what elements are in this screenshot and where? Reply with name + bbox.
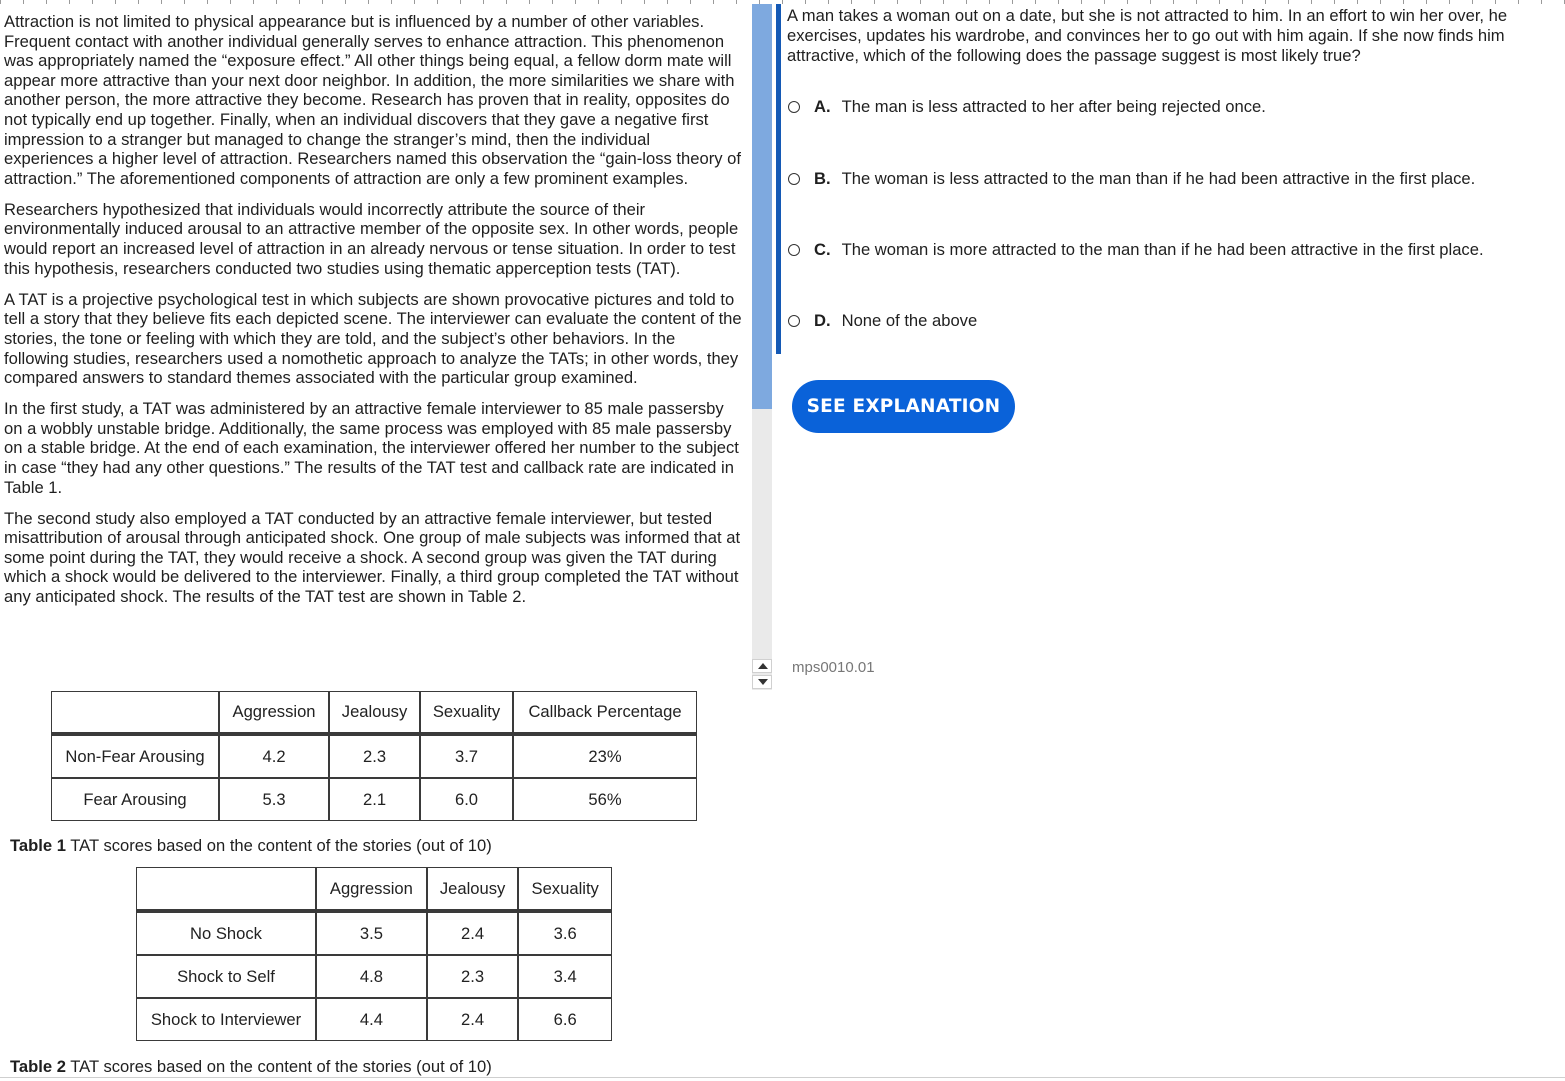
table-1-caption xyxy=(10,836,492,856)
table-cell: Shock to Interviewer xyxy=(136,998,316,1041)
choice-text: None of the above xyxy=(841,311,978,330)
table-cell: Fear Arousing xyxy=(51,778,219,821)
radio-icon[interactable] xyxy=(788,101,800,113)
table-header-cell: Sexuality xyxy=(420,691,513,733)
table-cell: 2.1 xyxy=(329,778,420,821)
table-cell: 3.5 xyxy=(316,910,427,955)
table-header-cell xyxy=(136,867,316,910)
choice-letter: B. xyxy=(814,169,831,188)
table-cell: 4.4 xyxy=(316,998,427,1041)
passage-paragraph: The second study also employed a TAT conducted by an attractive female interviewer, but tested misattribution of arousal through anticipated shock. One group of male subjects was informed that at some point during the TAT, they would receive a shock. A second group was given the TAT during which a shock would be delivered to the interviewer. Finally, a third group completed the TAT without any anticipated shock. The results of the TAT test are shown in Table 2. xyxy=(4,508,741,607)
table-2-caption xyxy=(10,1057,492,1077)
table-cell: 3.6 xyxy=(518,910,612,955)
table-cell: 2.3 xyxy=(329,733,420,778)
table-cell: 4.2 xyxy=(219,733,329,778)
passage-paragraph: In the first study, a TAT was administered by an attractive female interviewer to 85 male passersby on a wobbly unstable bridge. Additionally, the same process was employed with 85 male passersby on a stable bridge. At the end of each examination, the interviewer offered her number to the subject in case “they had any other questions.” The results of the TAT test and callback rate are indicated in Table 1. xyxy=(4,399,739,497)
table-cell: 5.3 xyxy=(219,778,329,821)
radio-icon[interactable] xyxy=(788,173,800,185)
table-cell: 2.4 xyxy=(427,910,519,955)
choice-letter: C. xyxy=(814,240,831,259)
radio-icon[interactable] xyxy=(788,315,800,327)
passage-scrollbar[interactable] xyxy=(752,4,772,690)
table-row xyxy=(136,998,612,1041)
choice-text: The man is less attracted to her after being rejected once. xyxy=(841,97,1266,116)
radio-icon[interactable] xyxy=(788,244,800,256)
table-header-cell: Callback Percentage xyxy=(513,691,697,733)
table-row xyxy=(136,955,612,998)
caption-text: TAT scores based on the content of the stories (out of 10) xyxy=(65,1057,492,1076)
choice-text: The woman is less attracted to the man than if he had been attractive in the first place. xyxy=(841,169,1476,188)
answer-choice-a[interactable] xyxy=(788,97,1266,117)
table-header-cell: Aggression xyxy=(316,867,427,910)
scroll-down-arrow-icon[interactable] xyxy=(752,675,772,689)
table-cell: 56% xyxy=(513,778,697,821)
see-explanation-button[interactable]: SEE EXPLANATION xyxy=(792,380,1015,433)
question-id: mps0010.01 xyxy=(792,659,875,676)
table-cell: 2.3 xyxy=(427,955,519,998)
table-cell: 23% xyxy=(513,733,697,778)
passage-paragraph: Researchers hypothesized that individuals would incorrectly attribute the source of their environmentally induced arousal to an attractive member of the opposite sex. In other words, people would report an increased level of attraction in an already nervous or tense situation. In order to test this hypothesis, researchers conducted two studies using thematic apperception tests (TAT). xyxy=(4,199,739,278)
answer-choice-b[interactable] xyxy=(788,169,1475,189)
table-cell: 6.6 xyxy=(518,998,612,1041)
table-header-cell xyxy=(51,691,219,733)
choice-letter: D. xyxy=(814,311,831,330)
answer-choice-d[interactable] xyxy=(788,311,977,331)
table-header-cell: Jealousy xyxy=(329,691,420,733)
table-header-row xyxy=(136,867,612,910)
table-header-row xyxy=(51,691,697,733)
table-cell: 3.4 xyxy=(518,955,612,998)
table-row xyxy=(136,910,612,955)
table-cell: 3.7 xyxy=(420,733,513,778)
table-1 xyxy=(51,691,697,821)
top-ruler xyxy=(0,0,1565,4)
choice-text: The woman is more attracted to the man than if he had been attractive in the first place. xyxy=(841,240,1484,259)
passage-paragraph: Attraction is not limited to physical appearance but is influenced by a number of other variables. Frequent contact with another individual generally serves to enhance attraction. This phenomenon was appropriately named the “exposure effect.” All other things being equal, a fellow dorm mate will appear more attractive than your next door neighbor. In addition, the more similarities we share with another person, the more attractive they become. Research has proven that in reality, opposites do not typically end up together. Finally, when an individual discovers that they gave a negative first impression to a stranger but managed to change the stranger’s mind, then the individual experiences a higher level of attraction. Researchers named this observation the “gain-loss theory of attraction.” The aforementioned components of attraction are only a few prominent examples. xyxy=(4,12,741,188)
answer-choice-c[interactable] xyxy=(788,240,1484,260)
scroll-up-arrow-icon[interactable] xyxy=(752,659,772,673)
table-header-cell: Sexuality xyxy=(518,867,612,910)
table-cell: 2.4 xyxy=(427,998,519,1041)
table-cell: Shock to Self xyxy=(136,955,316,998)
table-header-cell: Aggression xyxy=(219,691,329,733)
choice-letter: A. xyxy=(814,97,831,116)
table-row xyxy=(51,778,697,821)
scrollbar-thumb[interactable] xyxy=(752,4,772,409)
passage-paragraph: A TAT is a projective psychological test in which subjects are shown provocative pictures and told to tell a story that they believe fits each depicted scene. The interviewer can evaluate the content of the stories, the tone or feeling with which they are told, and the subject’s other behaviors. In the following studies, researchers used a nomothetic approach to analyze the TATs; in other words, they compared answers to standard themes associated with the particular group examined. xyxy=(4,289,742,388)
table-2 xyxy=(136,867,612,1041)
question-stem: A man takes a woman out on a date, but she is not attracted to him. In an effort to win her over, he exercises, updates his wardrobe, and convinces her to go out with him again. If she now finds him attractive, which of the following does the passage suggest is most likely true? xyxy=(787,6,1508,65)
caption-label: Table 2 xyxy=(10,1057,66,1076)
table-header-cell: Jealousy xyxy=(427,867,519,910)
panel-divider xyxy=(776,4,781,354)
table-row xyxy=(51,733,697,778)
bottom-divider xyxy=(0,1077,1565,1078)
table-cell: No Shock xyxy=(136,910,316,955)
caption-label: Table 1 xyxy=(10,836,66,855)
table-cell: Non-Fear Arousing xyxy=(51,733,219,778)
caption-text: TAT scores based on the content of the stories (out of 10) xyxy=(65,836,492,855)
table-cell: 6.0 xyxy=(420,778,513,821)
table-cell: 4.8 xyxy=(316,955,427,998)
